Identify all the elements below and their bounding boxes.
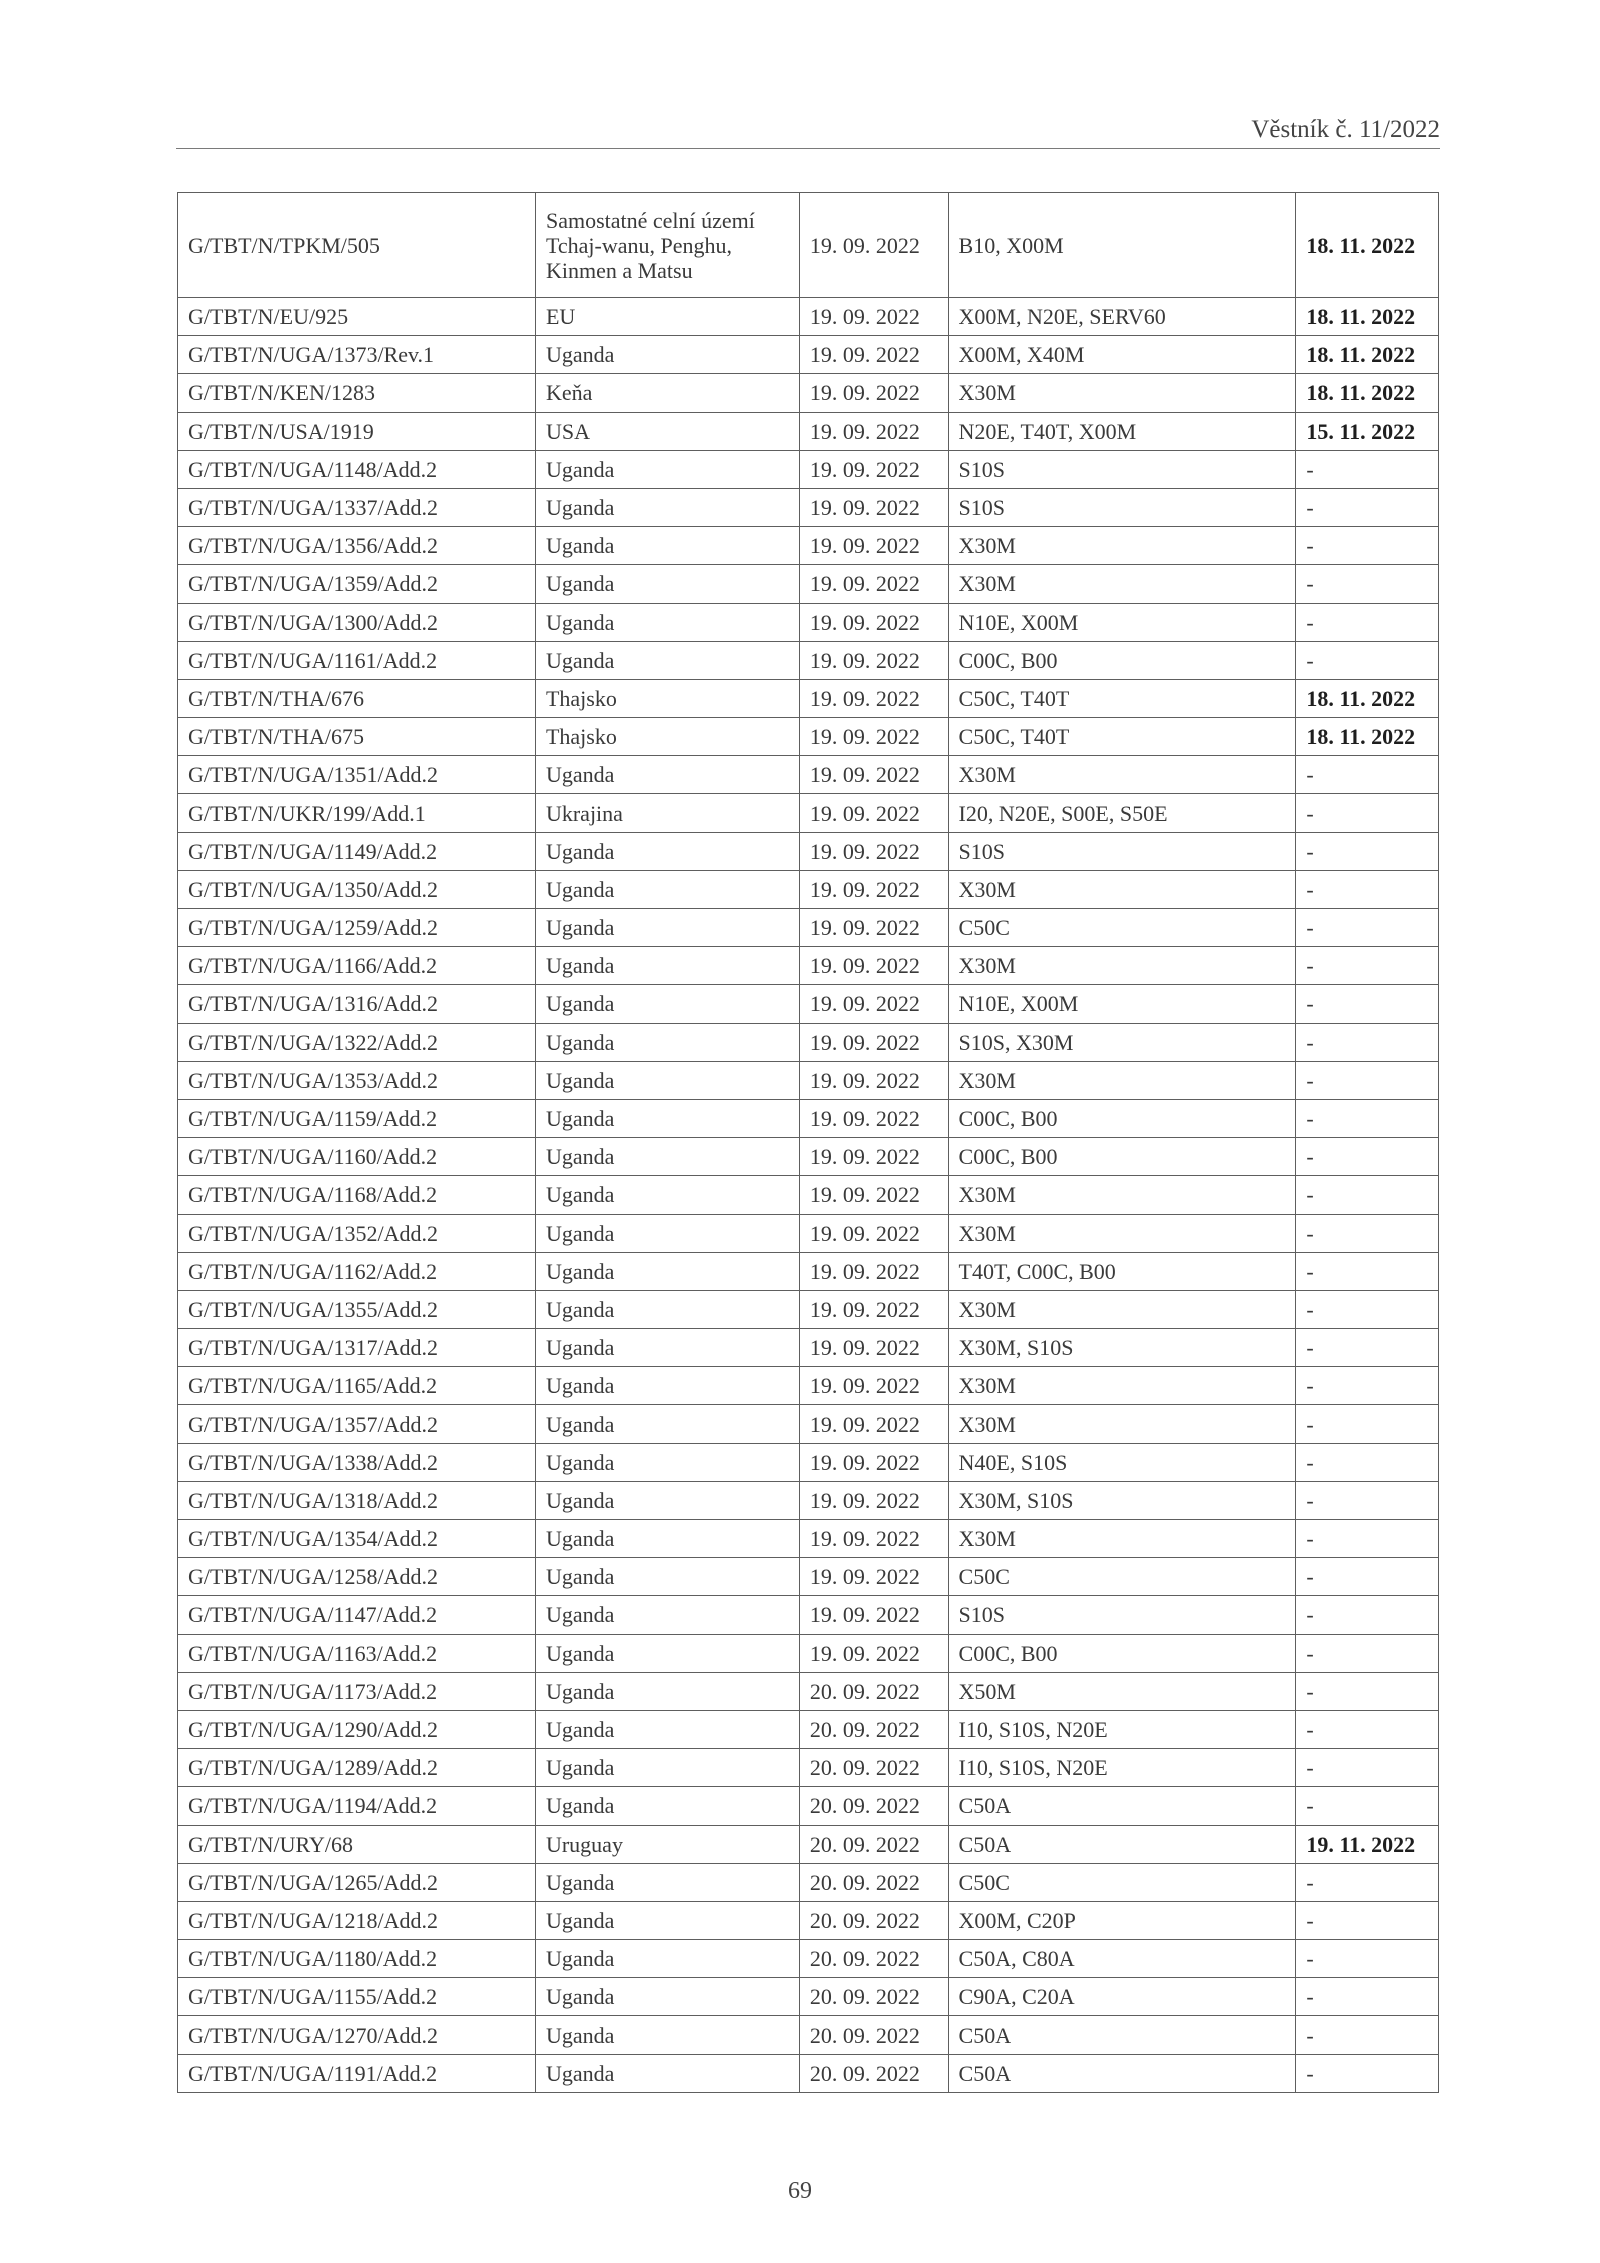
cell-deadline: 18. 11. 2022 — [1296, 193, 1439, 298]
cell-member: Uganda — [535, 985, 799, 1023]
cell-codes: C00C, B00 — [948, 1099, 1296, 1137]
cell-deadline: - — [1296, 641, 1439, 679]
cell-date: 19. 09. 2022 — [799, 1443, 948, 1481]
cell-document-symbol: G/TBT/N/UGA/1357/Add.2 — [178, 1405, 536, 1443]
cell-deadline: - — [1296, 870, 1439, 908]
cell-deadline: 18. 11. 2022 — [1296, 298, 1439, 336]
cell-codes: X30M, S10S — [948, 1481, 1296, 1519]
cell-date: 19. 09. 2022 — [799, 193, 948, 298]
cell-codes: X00M, N20E, SERV60 — [948, 298, 1296, 336]
cell-document-symbol: G/TBT/N/UGA/1289/Add.2 — [178, 1749, 536, 1787]
cell-member: EU — [535, 298, 799, 336]
cell-member: Uruguay — [535, 1825, 799, 1863]
cell-member: Uganda — [535, 1290, 799, 1328]
cell-deadline: - — [1296, 1978, 1439, 2016]
cell-document-symbol: G/TBT/N/UGA/1355/Add.2 — [178, 1290, 536, 1328]
cell-codes: S10S — [948, 1596, 1296, 1634]
table-row — [178, 2054, 1439, 2092]
cell-document-symbol: G/TBT/N/UGA/1155/Add.2 — [178, 1978, 536, 2016]
table-row — [178, 1863, 1439, 1901]
cell-document-symbol: G/TBT/N/UGA/1165/Add.2 — [178, 1367, 536, 1405]
cell-document-symbol: G/TBT/N/UGA/1322/Add.2 — [178, 1023, 536, 1061]
cell-member: Uganda — [535, 756, 799, 794]
cell-codes: T40T, C00C, B00 — [948, 1252, 1296, 1290]
cell-deadline: - — [1296, 527, 1439, 565]
table-row — [178, 1787, 1439, 1825]
table-row — [178, 1405, 1439, 1443]
cell-date: 19. 09. 2022 — [799, 641, 948, 679]
cell-deadline: - — [1296, 832, 1439, 870]
table-row — [178, 1367, 1439, 1405]
cell-date: 19. 09. 2022 — [799, 1405, 948, 1443]
cell-date: 19. 09. 2022 — [799, 527, 948, 565]
cell-deadline: 19. 11. 2022 — [1296, 1825, 1439, 1863]
cell-document-symbol: G/TBT/N/UGA/1161/Add.2 — [178, 641, 536, 679]
cell-date: 19. 09. 2022 — [799, 1176, 948, 1214]
cell-codes: X30M — [948, 870, 1296, 908]
notifications-table — [177, 192, 1439, 2093]
cell-codes: C50A — [948, 1825, 1296, 1863]
cell-date: 19. 09. 2022 — [799, 1023, 948, 1061]
cell-deadline: - — [1296, 1787, 1439, 1825]
cell-document-symbol: G/TBT/N/UGA/1180/Add.2 — [178, 1940, 536, 1978]
cell-date: 19. 09. 2022 — [799, 488, 948, 526]
cell-document-symbol: G/TBT/N/UGA/1173/Add.2 — [178, 1672, 536, 1710]
cell-deadline: - — [1296, 1061, 1439, 1099]
cell-document-symbol: G/TBT/N/UGA/1191/Add.2 — [178, 2054, 536, 2092]
cell-date: 19. 09. 2022 — [799, 1520, 948, 1558]
cell-deadline: - — [1296, 1329, 1439, 1367]
cell-document-symbol: G/TBT/N/UGA/1317/Add.2 — [178, 1329, 536, 1367]
cell-deadline: - — [1296, 450, 1439, 488]
cell-date: 19. 09. 2022 — [799, 794, 948, 832]
cell-codes: C50C — [948, 1558, 1296, 1596]
cell-deadline: - — [1296, 1214, 1439, 1252]
cell-member: USA — [535, 412, 799, 450]
cell-date: 19. 09. 2022 — [799, 412, 948, 450]
table-row — [178, 756, 1439, 794]
cell-codes: C00C, B00 — [948, 1138, 1296, 1176]
cell-deadline: - — [1296, 1749, 1439, 1787]
cell-date: 20. 09. 2022 — [799, 1749, 948, 1787]
cell-deadline: - — [1296, 488, 1439, 526]
cell-date: 19. 09. 2022 — [799, 985, 948, 1023]
cell-deadline: - — [1296, 1634, 1439, 1672]
cell-document-symbol: G/TBT/N/UGA/1259/Add.2 — [178, 909, 536, 947]
cell-deadline: - — [1296, 1596, 1439, 1634]
cell-member: Uganda — [535, 1405, 799, 1443]
cell-document-symbol: G/TBT/N/UGA/1265/Add.2 — [178, 1863, 536, 1901]
cell-date: 20. 09. 2022 — [799, 1710, 948, 1748]
cell-codes: C50A, C80A — [948, 1940, 1296, 1978]
cell-deadline: - — [1296, 565, 1439, 603]
cell-deadline: - — [1296, 756, 1439, 794]
cell-member: Uganda — [535, 1520, 799, 1558]
cell-codes: I20, N20E, S00E, S50E — [948, 794, 1296, 832]
cell-member: Uganda — [535, 1214, 799, 1252]
cell-codes: X00M, X40M — [948, 336, 1296, 374]
cell-member: Uganda — [535, 1023, 799, 1061]
cell-codes: I10, S10S, N20E — [948, 1710, 1296, 1748]
cell-deadline: - — [1296, 909, 1439, 947]
cell-deadline: 18. 11. 2022 — [1296, 374, 1439, 412]
cell-codes: X30M — [948, 527, 1296, 565]
cell-codes: X30M — [948, 756, 1296, 794]
cell-document-symbol: G/TBT/N/UGA/1356/Add.2 — [178, 527, 536, 565]
cell-document-symbol: G/TBT/N/UGA/1160/Add.2 — [178, 1138, 536, 1176]
cell-codes: S10S — [948, 832, 1296, 870]
cell-deadline: - — [1296, 947, 1439, 985]
cell-document-symbol: G/TBT/N/UGA/1147/Add.2 — [178, 1596, 536, 1634]
cell-codes: X30M — [948, 1520, 1296, 1558]
cell-member: Thajsko — [535, 718, 799, 756]
cell-member: Uganda — [535, 1901, 799, 1939]
cell-deadline: - — [1296, 1099, 1439, 1137]
cell-codes: X30M — [948, 1405, 1296, 1443]
cell-date: 20. 09. 2022 — [799, 1787, 948, 1825]
cell-date: 19. 09. 2022 — [799, 1290, 948, 1328]
cell-date: 19. 09. 2022 — [799, 1099, 948, 1137]
table-row — [178, 603, 1439, 641]
cell-member: Uganda — [535, 947, 799, 985]
cell-deadline: - — [1296, 603, 1439, 641]
cell-date: 20. 09. 2022 — [799, 1672, 948, 1710]
cell-codes: X30M — [948, 1176, 1296, 1214]
cell-codes: C50C, T40T — [948, 679, 1296, 717]
cell-deadline: - — [1296, 1863, 1439, 1901]
cell-date: 19. 09. 2022 — [799, 450, 948, 488]
cell-member: Uganda — [535, 527, 799, 565]
cell-document-symbol: G/TBT/N/UGA/1316/Add.2 — [178, 985, 536, 1023]
cell-codes: C00C, B00 — [948, 641, 1296, 679]
cell-date: 19. 09. 2022 — [799, 1634, 948, 1672]
cell-deadline: - — [1296, 1176, 1439, 1214]
table-row — [178, 298, 1439, 336]
cell-member: Uganda — [535, 1176, 799, 1214]
cell-date: 20. 09. 2022 — [799, 1863, 948, 1901]
table-row — [178, 718, 1439, 756]
cell-date: 19. 09. 2022 — [799, 1329, 948, 1367]
table-row — [178, 1138, 1439, 1176]
table-row — [178, 679, 1439, 717]
cell-member: Uganda — [535, 1596, 799, 1634]
cell-date: 19. 09. 2022 — [799, 1596, 948, 1634]
cell-codes: X30M — [948, 1367, 1296, 1405]
cell-codes: C50C — [948, 909, 1296, 947]
cell-codes: X30M — [948, 565, 1296, 603]
table-row — [178, 985, 1439, 1023]
cell-member: Uganda — [535, 488, 799, 526]
cell-member: Keňa — [535, 374, 799, 412]
cell-member: Uganda — [535, 1634, 799, 1672]
cell-deadline: - — [1296, 1023, 1439, 1061]
table-row — [178, 1481, 1439, 1519]
cell-document-symbol: G/TBT/N/THA/676 — [178, 679, 536, 717]
cell-deadline: - — [1296, 1290, 1439, 1328]
cell-codes: I10, S10S, N20E — [948, 1749, 1296, 1787]
cell-codes: N10E, X00M — [948, 603, 1296, 641]
cell-codes: S10S — [948, 488, 1296, 526]
table-row — [178, 1749, 1439, 1787]
cell-deadline: - — [1296, 794, 1439, 832]
table-row — [178, 1520, 1439, 1558]
cell-member: Uganda — [535, 1061, 799, 1099]
cell-deadline: - — [1296, 1481, 1439, 1519]
cell-document-symbol: G/TBT/N/UGA/1300/Add.2 — [178, 603, 536, 641]
table-row — [178, 1672, 1439, 1710]
table-row — [178, 794, 1439, 832]
cell-member: Uganda — [535, 870, 799, 908]
cell-document-symbol: G/TBT/N/UGA/1148/Add.2 — [178, 450, 536, 488]
cell-codes: X30M — [948, 374, 1296, 412]
cell-deadline: - — [1296, 1672, 1439, 1710]
table-row — [178, 641, 1439, 679]
table-row — [178, 1443, 1439, 1481]
table-row — [178, 1978, 1439, 2016]
cell-document-symbol: G/TBT/N/UGA/1166/Add.2 — [178, 947, 536, 985]
cell-codes: C50A — [948, 2016, 1296, 2054]
cell-deadline: - — [1296, 1443, 1439, 1481]
table-row — [178, 1825, 1439, 1863]
cell-member: Uganda — [535, 1329, 799, 1367]
cell-document-symbol: G/TBT/N/UGA/1354/Add.2 — [178, 1520, 536, 1558]
cell-member: Uganda — [535, 1710, 799, 1748]
cell-member: Uganda — [535, 2016, 799, 2054]
table-row — [178, 527, 1439, 565]
table-row — [178, 193, 1439, 298]
cell-document-symbol: G/TBT/N/EU/925 — [178, 298, 536, 336]
table-row — [178, 488, 1439, 526]
cell-codes: X30M — [948, 1290, 1296, 1328]
cell-date: 19. 09. 2022 — [799, 603, 948, 641]
table-row — [178, 1596, 1439, 1634]
table-row — [178, 1023, 1439, 1061]
cell-document-symbol: G/TBT/N/UKR/199/Add.1 — [178, 794, 536, 832]
cell-document-symbol: G/TBT/N/UGA/1149/Add.2 — [178, 832, 536, 870]
cell-date: 19. 09. 2022 — [799, 832, 948, 870]
cell-date: 19. 09. 2022 — [799, 870, 948, 908]
cell-date: 19. 09. 2022 — [799, 1481, 948, 1519]
table-row — [178, 1176, 1439, 1214]
cell-member: Uganda — [535, 603, 799, 641]
journal-title: Věstník č. 11/2022 — [1251, 116, 1440, 143]
table-row — [178, 832, 1439, 870]
cell-member: Uganda — [535, 1749, 799, 1787]
cell-date: 19. 09. 2022 — [799, 947, 948, 985]
cell-date: 19. 09. 2022 — [799, 1061, 948, 1099]
cell-document-symbol: G/TBT/N/UGA/1168/Add.2 — [178, 1176, 536, 1214]
cell-document-symbol: G/TBT/N/UGA/1352/Add.2 — [178, 1214, 536, 1252]
cell-document-symbol: G/TBT/N/UGA/1194/Add.2 — [178, 1787, 536, 1825]
cell-date: 20. 09. 2022 — [799, 2054, 948, 2092]
cell-deadline: 18. 11. 2022 — [1296, 718, 1439, 756]
cell-member: Uganda — [535, 336, 799, 374]
cell-document-symbol: G/TBT/N/TPKM/505 — [178, 193, 536, 298]
cell-codes: X30M, S10S — [948, 1329, 1296, 1367]
cell-date: 19. 09. 2022 — [799, 1252, 948, 1290]
cell-codes: C50C, T40T — [948, 718, 1296, 756]
cell-deadline: - — [1296, 985, 1439, 1023]
cell-deadline: - — [1296, 1252, 1439, 1290]
table-row — [178, 1710, 1439, 1748]
table-row — [178, 1901, 1439, 1939]
running-header — [176, 112, 1440, 149]
cell-member: Uganda — [535, 909, 799, 947]
cell-date: 19. 09. 2022 — [799, 1367, 948, 1405]
cell-deadline: - — [1296, 1367, 1439, 1405]
table-row — [178, 1061, 1439, 1099]
cell-date: 20. 09. 2022 — [799, 1825, 948, 1863]
cell-document-symbol: G/TBT/N/UGA/1359/Add.2 — [178, 565, 536, 603]
cell-member: Uganda — [535, 832, 799, 870]
cell-deadline: - — [1296, 1710, 1439, 1748]
table-row — [178, 1634, 1439, 1672]
cell-member: Uganda — [535, 1940, 799, 1978]
cell-document-symbol: G/TBT/N/UGA/1373/Rev.1 — [178, 336, 536, 374]
table-row — [178, 947, 1439, 985]
cell-document-symbol: G/TBT/N/URY/68 — [178, 1825, 536, 1863]
cell-member: Uganda — [535, 1252, 799, 1290]
cell-document-symbol: G/TBT/N/UGA/1159/Add.2 — [178, 1099, 536, 1137]
cell-codes: X30M — [948, 1214, 1296, 1252]
table-row — [178, 1940, 1439, 1978]
cell-codes: C90A, C20A — [948, 1978, 1296, 2016]
cell-member: Uganda — [535, 1367, 799, 1405]
cell-date: 19. 09. 2022 — [799, 718, 948, 756]
cell-date: 19. 09. 2022 — [799, 679, 948, 717]
cell-member: Uganda — [535, 1558, 799, 1596]
cell-date: 19. 09. 2022 — [799, 1214, 948, 1252]
cell-codes: S10S — [948, 450, 1296, 488]
table-row — [178, 2016, 1439, 2054]
cell-member: Uganda — [535, 1672, 799, 1710]
cell-codes: N20E, T40T, X00M — [948, 412, 1296, 450]
cell-member: Uganda — [535, 565, 799, 603]
cell-deadline: - — [1296, 2054, 1439, 2092]
cell-member: Uganda — [535, 1443, 799, 1481]
cell-document-symbol: G/TBT/N/UGA/1353/Add.2 — [178, 1061, 536, 1099]
cell-document-symbol: G/TBT/N/UGA/1162/Add.2 — [178, 1252, 536, 1290]
cell-deadline: - — [1296, 1558, 1439, 1596]
cell-codes: N10E, X00M — [948, 985, 1296, 1023]
cell-member: Uganda — [535, 1978, 799, 2016]
table-row — [178, 870, 1439, 908]
cell-date: 19. 09. 2022 — [799, 374, 948, 412]
cell-document-symbol: G/TBT/N/UGA/1163/Add.2 — [178, 1634, 536, 1672]
cell-member: Uganda — [535, 1481, 799, 1519]
cell-member: Thajsko — [535, 679, 799, 717]
cell-deadline: 15. 11. 2022 — [1296, 412, 1439, 450]
cell-date: 19. 09. 2022 — [799, 336, 948, 374]
table-row — [178, 1329, 1439, 1367]
cell-deadline: 18. 11. 2022 — [1296, 336, 1439, 374]
cell-member: Uganda — [535, 1787, 799, 1825]
cell-document-symbol: G/TBT/N/UGA/1351/Add.2 — [178, 756, 536, 794]
cell-member: Ukrajina — [535, 794, 799, 832]
cell-codes: X30M — [948, 1061, 1296, 1099]
cell-date: 19. 09. 2022 — [799, 565, 948, 603]
cell-document-symbol: G/TBT/N/UGA/1218/Add.2 — [178, 1901, 536, 1939]
cell-document-symbol: G/TBT/N/UGA/1350/Add.2 — [178, 870, 536, 908]
table-row — [178, 336, 1439, 374]
cell-codes: C50A — [948, 1787, 1296, 1825]
table-row — [178, 909, 1439, 947]
cell-member: Uganda — [535, 1863, 799, 1901]
cell-member: Uganda — [535, 2054, 799, 2092]
notifications-table-body — [178, 193, 1439, 2093]
cell-deadline: - — [1296, 1901, 1439, 1939]
cell-date: 19. 09. 2022 — [799, 909, 948, 947]
cell-member: Uganda — [535, 641, 799, 679]
cell-codes: B10, X00M — [948, 193, 1296, 298]
table-row — [178, 1214, 1439, 1252]
table-row — [178, 1099, 1439, 1137]
cell-deadline: - — [1296, 1940, 1439, 1978]
cell-deadline: - — [1296, 1520, 1439, 1558]
cell-date: 19. 09. 2022 — [799, 298, 948, 336]
cell-deadline: - — [1296, 1138, 1439, 1176]
table-row — [178, 450, 1439, 488]
cell-document-symbol: G/TBT/N/KEN/1283 — [178, 374, 536, 412]
cell-member: Samostatné celní území Tchaj-wanu, Penghu, Kinmen a Matsu — [535, 193, 799, 298]
cell-codes: N40E, S10S — [948, 1443, 1296, 1481]
table-row — [178, 1252, 1439, 1290]
table-row — [178, 1290, 1439, 1328]
cell-date: 20. 09. 2022 — [799, 1901, 948, 1939]
cell-member: Uganda — [535, 450, 799, 488]
cell-deadline: - — [1296, 1405, 1439, 1443]
cell-document-symbol: G/TBT/N/THA/675 — [178, 718, 536, 756]
cell-document-symbol: G/TBT/N/UGA/1290/Add.2 — [178, 1710, 536, 1748]
cell-codes: X50M — [948, 1672, 1296, 1710]
table-row — [178, 374, 1439, 412]
cell-date: 20. 09. 2022 — [799, 1978, 948, 2016]
cell-codes: C50C — [948, 1863, 1296, 1901]
cell-document-symbol: G/TBT/N/UGA/1270/Add.2 — [178, 2016, 536, 2054]
cell-document-symbol: G/TBT/N/UGA/1318/Add.2 — [178, 1481, 536, 1519]
table-row — [178, 412, 1439, 450]
cell-date: 19. 09. 2022 — [799, 756, 948, 794]
cell-member: Uganda — [535, 1099, 799, 1137]
table-row — [178, 1558, 1439, 1596]
cell-deadline: - — [1296, 2016, 1439, 2054]
cell-codes: S10S, X30M — [948, 1023, 1296, 1061]
cell-date: 19. 09. 2022 — [799, 1558, 948, 1596]
page-number: 69 — [788, 2178, 812, 2204]
cell-document-symbol: G/TBT/N/UGA/1337/Add.2 — [178, 488, 536, 526]
cell-document-symbol: G/TBT/N/UGA/1258/Add.2 — [178, 1558, 536, 1596]
cell-codes: C50A — [948, 2054, 1296, 2092]
cell-codes: X00M, C20P — [948, 1901, 1296, 1939]
cell-codes: X30M — [948, 947, 1296, 985]
cell-document-symbol: G/TBT/N/UGA/1338/Add.2 — [178, 1443, 536, 1481]
cell-date: 20. 09. 2022 — [799, 1940, 948, 1978]
cell-member: Uganda — [535, 1138, 799, 1176]
table-row — [178, 565, 1439, 603]
cell-deadline: 18. 11. 2022 — [1296, 679, 1439, 717]
cell-date: 20. 09. 2022 — [799, 2016, 948, 2054]
cell-date: 19. 09. 2022 — [799, 1138, 948, 1176]
cell-codes: C00C, B00 — [948, 1634, 1296, 1672]
cell-document-symbol: G/TBT/N/USA/1919 — [178, 412, 536, 450]
